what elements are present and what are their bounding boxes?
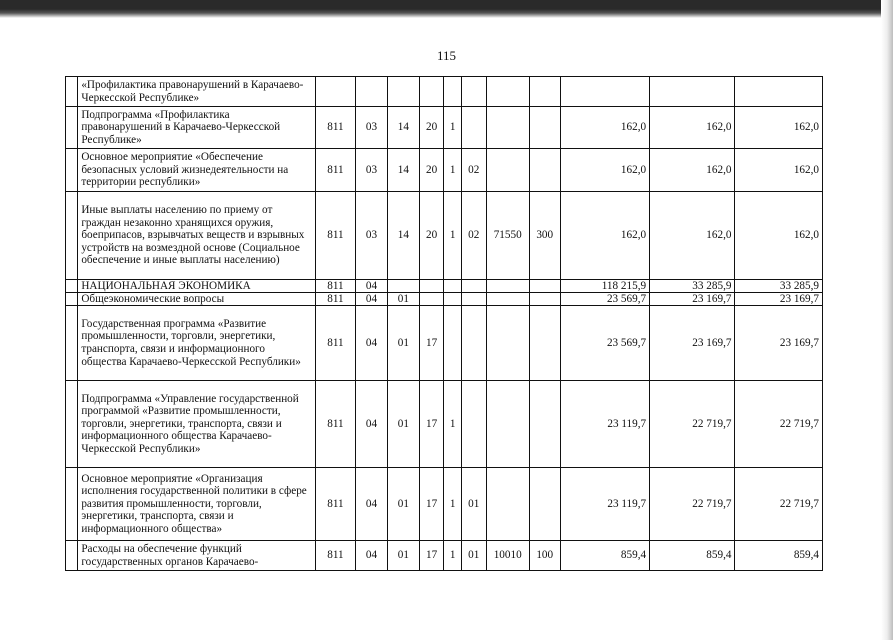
sum-year-3 [735, 77, 823, 107]
code-target-2: 1 [444, 192, 461, 280]
code-target-3 [461, 77, 486, 107]
sum-year-3: 33 285,9 [735, 280, 823, 293]
row-name: Основное мероприятие «Организация исполнения государственной политики в сфере развития промышленности, торговли, энергетики, транспорта, связи и информационного общества» [78, 468, 316, 541]
table-row [66, 468, 823, 541]
row-name: Общеэкономические вопросы [78, 293, 316, 306]
code-subsection: 01 [387, 468, 419, 541]
sum-year-2: 859,4 [650, 541, 735, 571]
code-section: 04 [356, 280, 388, 293]
code-target-4 [486, 280, 529, 293]
code-target-1: 17 [419, 381, 444, 468]
sum-year-1: 162,0 [560, 107, 649, 149]
code-section: 04 [356, 381, 388, 468]
table-row [66, 541, 823, 571]
code-grbs: 811 [315, 381, 355, 468]
code-target-3: 02 [461, 149, 486, 192]
sum-year-2: 22 719,7 [650, 468, 735, 541]
code-subsection: 01 [387, 541, 419, 571]
code-target-2 [444, 280, 461, 293]
code-target-3: 02 [461, 192, 486, 280]
code-grbs: 811 [315, 541, 355, 571]
blank-cell [66, 77, 78, 107]
code-target-3 [461, 280, 486, 293]
code-target-1 [419, 280, 444, 293]
row-name: НАЦИОНАЛЬНАЯ ЭКОНОМИКА [78, 280, 316, 293]
blank-cell [66, 192, 78, 280]
row-name: Государственная программа «Развитие промышленности, торговли, энергетики, транспорта, связи и информационного общества Карачаево-Черкесской Республики» [78, 306, 316, 381]
blank-cell [66, 381, 78, 468]
row-name: Расходы на обеспечение функций государственных органов Карачаево- [78, 541, 316, 571]
code-expense-type [529, 381, 560, 468]
blank-cell [66, 468, 78, 541]
row-name: Подпрограмма «Профилактика правонарушений в Карачаево-Черкесской Республике» [78, 107, 316, 149]
row-name: Подпрограмма «Управление государственной программой «Развитие промышленности, торговли, энергетики, транспорта, связи и информационного общества Карачаево-Черкесской Республики» [78, 381, 316, 468]
sum-year-1: 23 119,7 [560, 381, 649, 468]
sum-year-1 [560, 77, 649, 107]
sum-year-3: 23 169,7 [735, 293, 823, 306]
table-row [66, 107, 823, 149]
code-target-2: 1 [444, 468, 461, 541]
table-row [66, 77, 823, 107]
sum-year-2: 162,0 [650, 192, 735, 280]
blank-cell [66, 107, 78, 149]
code-section: 04 [356, 293, 388, 306]
sum-year-2: 162,0 [650, 107, 735, 149]
code-target-4 [486, 293, 529, 306]
sum-year-3: 22 719,7 [735, 468, 823, 541]
code-expense-type [529, 293, 560, 306]
sum-year-1: 23 569,7 [560, 306, 649, 381]
budget-table [65, 76, 823, 571]
code-grbs: 811 [315, 149, 355, 192]
code-subsection: 14 [387, 149, 419, 192]
sum-year-2: 33 285,9 [650, 280, 735, 293]
code-target-1: 20 [419, 107, 444, 149]
code-grbs: 811 [315, 293, 355, 306]
code-subsection [387, 77, 419, 107]
blank-cell [66, 149, 78, 192]
code-target-2: 1 [444, 107, 461, 149]
blank-cell [66, 280, 78, 293]
row-name: Основное мероприятие «Обеспечение безопасных условий жизнедеятельности на территории республики» [78, 149, 316, 192]
code-subsection [387, 280, 419, 293]
code-target-4 [486, 306, 529, 381]
sum-year-3: 162,0 [735, 149, 823, 192]
code-target-4 [486, 381, 529, 468]
code-subsection: 14 [387, 192, 419, 280]
blank-cell [66, 293, 78, 306]
code-target-1: 17 [419, 541, 444, 571]
code-target-3 [461, 107, 486, 149]
code-target-3 [461, 381, 486, 468]
code-target-2 [444, 306, 461, 381]
code-target-1: 17 [419, 306, 444, 381]
table-row [66, 306, 823, 381]
code-target-1: 17 [419, 468, 444, 541]
code-target-2: 1 [444, 541, 461, 571]
code-target-4 [486, 77, 529, 107]
code-section: 03 [356, 149, 388, 192]
code-subsection: 01 [387, 293, 419, 306]
code-target-4 [486, 107, 529, 149]
row-name: «Профилактика правонарушений в Карачаево-Черкесской Республике» [78, 77, 316, 107]
code-target-2: 1 [444, 149, 461, 192]
sum-year-3: 22 719,7 [735, 381, 823, 468]
sum-year-3: 162,0 [735, 107, 823, 149]
sum-year-2: 23 169,7 [650, 306, 735, 381]
sum-year-2: 23 169,7 [650, 293, 735, 306]
code-target-2 [444, 293, 461, 306]
code-target-2: 1 [444, 381, 461, 468]
sum-year-1: 118 215,9 [560, 280, 649, 293]
code-subsection: 14 [387, 107, 419, 149]
code-section: 04 [356, 306, 388, 381]
scan-border-top [0, 0, 893, 18]
sum-year-1: 23 119,7 [560, 468, 649, 541]
code-expense-type: 100 [529, 541, 560, 571]
code-target-2 [444, 77, 461, 107]
table-row [66, 149, 823, 192]
sum-year-2: 162,0 [650, 149, 735, 192]
code-expense-type: 300 [529, 192, 560, 280]
code-expense-type [529, 306, 560, 381]
sum-year-2: 22 719,7 [650, 381, 735, 468]
code-section: 03 [356, 192, 388, 280]
code-expense-type [529, 468, 560, 541]
code-subsection: 01 [387, 381, 419, 468]
page-number: 115 [436, 48, 457, 63]
sum-year-1: 23 569,7 [560, 293, 649, 306]
code-target-1: 20 [419, 192, 444, 280]
sum-year-2 [650, 77, 735, 107]
table-row [66, 280, 823, 293]
code-grbs: 811 [315, 107, 355, 149]
sum-year-3: 162,0 [735, 192, 823, 280]
code-expense-type [529, 280, 560, 293]
code-grbs: 811 [315, 280, 355, 293]
code-target-1 [419, 77, 444, 107]
code-section: 04 [356, 468, 388, 541]
code-grbs: 811 [315, 192, 355, 280]
code-target-3: 01 [461, 468, 486, 541]
code-target-4 [486, 468, 529, 541]
code-target-4: 10010 [486, 541, 529, 571]
scan-border-right [881, 0, 893, 640]
table-row [66, 293, 823, 306]
code-section: 04 [356, 541, 388, 571]
sum-year-1: 859,4 [560, 541, 649, 571]
code-expense-type [529, 149, 560, 192]
code-section: 03 [356, 107, 388, 149]
code-target-1 [419, 293, 444, 306]
code-target-3: 01 [461, 541, 486, 571]
row-name: Иные выплаты населению по приему от граждан незаконно хранящихся оружия, боеприпасов, взрывчатых веществ и взрывных устройств на возмездной основе (Социальное обеспечение и иные выплаты населению) [78, 192, 316, 280]
code-target-4: 71550 [486, 192, 529, 280]
blank-cell [66, 541, 78, 571]
code-target-3 [461, 306, 486, 381]
table-row [66, 192, 823, 280]
code-grbs [315, 77, 355, 107]
blank-cell [66, 306, 78, 381]
code-section [356, 77, 388, 107]
sum-year-3: 23 169,7 [735, 306, 823, 381]
code-target-1: 20 [419, 149, 444, 192]
code-subsection: 01 [387, 306, 419, 381]
sum-year-1: 162,0 [560, 192, 649, 280]
table-row [66, 381, 823, 468]
sum-year-1: 162,0 [560, 149, 649, 192]
code-grbs: 811 [315, 468, 355, 541]
code-expense-type [529, 77, 560, 107]
sum-year-3: 859,4 [735, 541, 823, 571]
code-expense-type [529, 107, 560, 149]
code-target-3 [461, 293, 486, 306]
code-grbs: 811 [315, 306, 355, 381]
code-target-4 [486, 149, 529, 192]
